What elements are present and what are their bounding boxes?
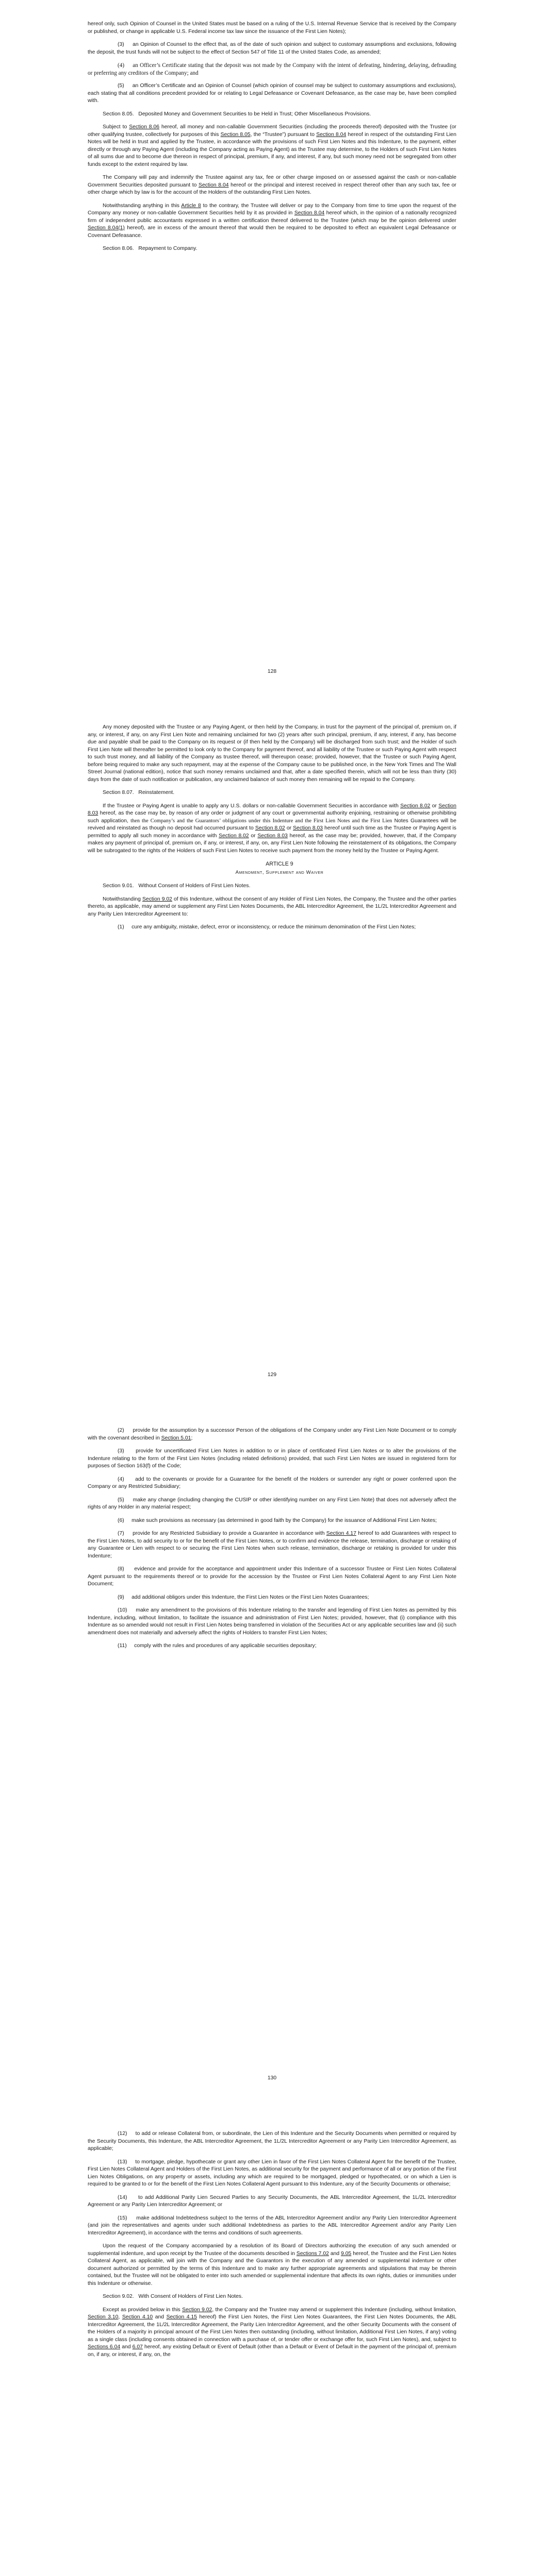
- paragraph: [88, 2130, 456, 2153]
- paragraph: [88, 1607, 456, 1637]
- paragraph: [88, 82, 456, 105]
- page-number: 129: [267, 1372, 277, 1378]
- text-run: ARTICLE 9: [266, 861, 293, 867]
- text-run: Any money deposited with the Trustee or any Paying Agent, or then held by the Company, in trust for the payment of the principal of, premium on, if any, or interest, if any, on any First Lien Note and remaining unclaimed for two (2) years after such principal, premium, if any, interest, if any, has become due and payable shall be paid to the Company on its request or (if then held by the Company) will be discharged from such trust; and the Holder of such First Lien Note will thereafter be permitted to look only to the Company for payment thereof, and all liability of the Trustee or such Paying Agent with respect to such trust money, and all liability of the Company as trustee thereof, will thereupon cease; provided, however, that the Trustee or such Paying Agent, before being required to make any such repayment, may at the expense of the Company cause to be published once, in the New York Times and The Wall Street Journal (national edition), notice that such money remains unclaimed and that, after a date specified therein, which will not be less than thirty (30) days from the date of such notification or publication, any unclaimed balance of such money then remaining will be repaid to the Company.: [88, 724, 456, 783]
- paragraph: [88, 789, 456, 797]
- text-run: (5) make any change (including changing the CUSIP or other identifying number on any First Lien Note) that does not adversely affect the rights of any Holder in any material respect;: [88, 1497, 456, 1510]
- cross-reference: Section 5.01: [161, 1435, 191, 1441]
- paragraph: [88, 202, 456, 240]
- cross-reference: Section 8.03: [257, 833, 288, 839]
- text-run: (5): [118, 83, 133, 89]
- paragraph: [88, 2194, 456, 2209]
- cross-reference: Section 8.04(1): [88, 225, 125, 231]
- article-heading: [88, 869, 456, 877]
- document-page: [0, 2110, 544, 2576]
- text-run: (2) provide for the assumption by a successor Person of the obligations of the Company under any First Lien Note Document or to comply with the covenant described in: [88, 1428, 456, 1441]
- cross-reference: 9.05: [341, 2250, 352, 2257]
- page-number: 130: [267, 2075, 277, 2081]
- paragraph: [88, 21, 456, 36]
- text-run: Section 8.06. Repayment to Company.: [103, 246, 197, 251]
- document-page: [0, 703, 544, 1406]
- cross-reference: Section 8.06: [129, 124, 160, 130]
- text-run: or: [285, 825, 293, 831]
- paragraph: [88, 2215, 456, 2238]
- text-run: (1) cure any ambiguity, mistake, defect, error or inconsistency, or reduce the minimum denomination of the First Lien Notes;: [118, 924, 416, 930]
- text-run: then the Company’s and the Guarantors’ obligations under this Indenture and the First Lien Notes and the First Lien: [130, 818, 392, 824]
- text-run: , the Company and the Trustee may amend or supplement this Indenture (including, without limitation,: [212, 2307, 456, 2313]
- paragraph: [88, 41, 456, 56]
- cross-reference: Section 3.10: [88, 2314, 119, 2320]
- paragraph: [88, 62, 456, 77]
- cross-reference: Section 9.02: [182, 2307, 212, 2313]
- paragraph: [88, 924, 456, 931]
- article-heading: [88, 860, 456, 868]
- text-run: (14) to add Additional Parity Lien Secured Parties to any Security Documents, the ABL Intercreditor Agreement, the 1L/2L Intercreditor Agreement or any Parity Lien Intercreditor Agreement; or: [88, 2194, 456, 2208]
- text-run: (15) make additional Indebtedness subject to the terms of the ABL Intercreditor Agreement and/or any Parity Lien Intercreditor Agreement (and join the representatives and agents under such additional Indebtedness as parties to the ABL Intercreditor Agreement and/or any Parity Lien Intercreditor Agreement), in accordance with the terms and conditions of such agreements.: [88, 2215, 456, 2236]
- text-run: hereof) the First Lien Notes, the First Lien Notes Guarantees, the First Lien Notes Documents, the ABL Intercreditor Agreement, the 1L/2L Intercreditor Agreement, the Parity Lien Intercreditor Agreement, and the other Security Documents with the consent of the Holders of a majority in principal amount of the First Lien Notes then outstanding (including, without limitation, Additional First Lien Notes, if any) voting as a single class (including consents obtained in connection with a purchase of, or tender offer or exchange offer for, such First Lien Notes), and, subject to: [88, 2314, 456, 2343]
- document-page: [0, 1406, 544, 2110]
- text-run: Section 8.05. Deposited Money and Government Securities to be Held in Trust; Other Miscellaneous Provisions.: [103, 111, 371, 117]
- cross-reference: Section 8.04: [199, 182, 229, 188]
- document-page: [0, 0, 544, 703]
- text-run: Amendment, Supplement and Waiver: [235, 869, 324, 875]
- text-run: Except as provided below in this: [103, 2307, 183, 2313]
- paragraph: [88, 1476, 456, 1491]
- text-run: , the “Trustee”) pursuant to: [250, 131, 317, 138]
- paragraph: [88, 245, 456, 253]
- text-run: hereof until such time as the Trustee or Paying Agent is permitted to apply all such money in accordance with: [88, 825, 456, 839]
- paragraph: [88, 896, 456, 919]
- paragraph: [88, 1566, 456, 1588]
- text-run: (6) make such provisions as necessary (as determined in good faith by the Company) for the issuance of Additional First Lien Notes;: [118, 1517, 437, 1523]
- paragraph: [88, 724, 456, 784]
- text-run: Notwithstanding: [103, 896, 142, 902]
- text-run: Notwithstanding anything in this: [103, 202, 182, 209]
- paragraph: [88, 1427, 456, 1442]
- cross-reference: Section 9.02: [142, 896, 172, 902]
- text-run: If the Trustee or Paying Agent is unable to apply any U.S. dollars or non-callable Government Securities in accordance with: [103, 803, 401, 809]
- text-run: and: [120, 2344, 133, 2350]
- cross-reference: Section 4.10: [122, 2314, 153, 2320]
- cross-reference: 6.07: [132, 2344, 143, 2350]
- text-run: ,: [118, 2314, 122, 2320]
- text-run: (10) make any amendment to the provisions of this Indenture relating to the transfer and legending of First Lien Notes as permitted by this Indenture, including, without limitation, to facilitate the issuance and administration of First Lien Notes; provided, however, that (i) compliance with this Indenture as so amended would not result in First Lien Notes being transferred in violation of the Securities Act or any applicable securities law and (ii) such amendment does not materially and adversely affect the rights of Holders to transfer First Lien Notes;: [88, 1607, 456, 1636]
- paragraph: [88, 1594, 456, 1602]
- text-run: and: [328, 2250, 341, 2257]
- text-run: (3) provide for uncertificated First Lien Notes in addition to or in place of certificated First Lien Notes or to alter the provisions of the Indenture relating to the form of the First Lien Notes (including related definitions) provided, that such First Lien Notes are issued in registered form for purposes of Section 163(f) of the Code;: [88, 1448, 456, 1469]
- cross-reference: Section 8.02: [219, 833, 249, 839]
- paragraph: [88, 1517, 456, 1525]
- text-run: Upon the request of the Company accompanied by a resolution of its Board of Directors authorizing the execution of any such amended or supplemental indenture, and upon receipt by the Trustee of the documents described in: [88, 2243, 456, 2257]
- paragraph: [88, 803, 456, 855]
- text-run: to the contrary, the Trustee will deliver or pay to the Company from time to time upon the request of the Company any money or non-callable Government Securities held by it as provided in: [88, 202, 456, 216]
- cross-reference: Sections 7.02: [296, 2250, 329, 2257]
- paragraph: [88, 2293, 456, 2301]
- text-run: hereof, as the case may be; provided, however, that, if the Company makes any payment of principal of, premium on, if any, or interest, if any, on, any First Lien Note following the reinstatement of its obligations, the Company will be subrogated to the rights of the Holders of such First Lien Notes to receive such payment from the money held by the Trustee or Paying Agent.: [88, 833, 456, 854]
- cross-reference: Section 4.15: [166, 2314, 197, 2320]
- text-run: (12) to add or release Collateral from, or subordinate, the Lien of this Indenture and the Security Documents when permitted or required by the Security Documents, this Indenture, the ABL Intercreditor Agreement, the 1L/2L Intercreditor Agreement or any Parity Lien Intercreditor Agreement, as applicable;: [88, 2131, 456, 2151]
- text-run: Section 9.01. Without Consent of Holders of First Lien Notes.: [103, 883, 251, 889]
- cross-reference: Sections 6.04: [88, 2344, 121, 2350]
- text-run: hereof, all money and non-callable Government Securities (including the proceeds thereof) deposited with the Trustee (or other qualifying trustee, collectively for purposes of this: [88, 124, 456, 138]
- paragraph: [88, 174, 456, 197]
- text-run: (4) add to the covenants or provide for a Guarantee for the benefit of the Holders or surrender any right or power conferred upon the Company or any Restricted Subsidiary;: [88, 1476, 456, 1489]
- paragraph: [88, 124, 456, 168]
- text-run: hereof, any existing Default or Event of Default (other than a Default or Event of Default in the payment of the principal of, premium on, if any, or interest, if any, on, the: [88, 2344, 456, 2358]
- text-run: hereof or the principal and interest received in respect thereof other than any such tax, fee or other charge which by law is for the account of the Holders of the outstanding First Lien Notes.: [88, 182, 456, 195]
- cross-reference: Section 8.04: [294, 210, 325, 216]
- text-run: ;: [191, 1435, 193, 1441]
- text-run: of this Indenture, without the consent of any Holder of First Lien Notes, the Company, the Trustee and the other parties thereto, as applicable, may amend or supplement any First Lien Notes Documents, the ABL Intercreditor Agreement, the 1L/2L Intercreditor Agreement and any Parity Lien Intercreditor Agreement to:: [88, 896, 456, 917]
- text-run: or: [430, 803, 439, 809]
- cross-reference: Section 8.02: [255, 825, 285, 831]
- text-run: hereof, the Trustee and the First Lien Notes Collateral Agent, as applicable, will join with the Company and the Guarantors in the execution of any amended or supplemental indenture or other document authorized or permitted by the terms of this Indenture and to make any further appropriate agreements and stipulations that may be therein contained, but the Trustee will not be obligated to enter into such amended or supplemental indenture that affects its own rights, duties or immunities under this Indenture or otherwise.: [88, 2250, 456, 2286]
- text-run: and: [153, 2314, 167, 2320]
- cross-reference: Section 8.03: [293, 825, 323, 831]
- text-run: The Company will pay and indemnify the Trustee against any tax, fee or other charge imposed on or assessed against the cash or non-callable Government Securities deposited pursuant to: [88, 175, 456, 188]
- cross-reference: Section 4.17: [326, 1531, 356, 1536]
- text-run: Notes Guarantees will be revived and reinstated as though no deposit had occurred pursuant to: [88, 818, 456, 831]
- text-run: (9) add additional obligors under this Indenture, the First Lien Notes or the First Lien Notes Guarantees;: [118, 1594, 369, 1600]
- text-run: hereof in respect of the outstanding First Lien Notes will be held in trust and applied by the Trustee, in accordance with the provisions of such First Lien Notes and this Indenture, to the payment, either directly or through any Paying Agent (including the Company acting as Paying Agent) as the Trustee may determine, to the Holders of such First Lien Notes of all sums due and to become due thereon in respect of principal, premium, if any, and interest, if any, but such money need not be segregated from other funds except to the extent required by law.: [88, 131, 456, 167]
- cross-reference: Section 8.02: [400, 803, 431, 809]
- paragraph: [88, 111, 456, 118]
- cross-reference: Section 8.04: [316, 131, 347, 138]
- paragraph: [88, 1530, 456, 1560]
- text-run: (3) an Opinion of Counsel to the effect that, as of the date of such opinion and subject to customary assumptions and exclusions, following the deposit, the trust funds will not be subject to the effect of Section 547 of Title 11 of the United States Code, as amended;: [88, 42, 456, 55]
- paragraph: [88, 883, 456, 890]
- paragraph: [88, 2307, 456, 2359]
- cross-reference: Article 8: [181, 202, 201, 209]
- paragraph: [88, 2159, 456, 2189]
- text-run: Section 9.02. With Consent of Holders of First Lien Notes.: [103, 2294, 243, 2299]
- text-run: or: [249, 833, 258, 839]
- page-number: 128: [267, 669, 277, 674]
- cross-reference: Section 8.05: [220, 131, 251, 138]
- paragraph: [88, 1642, 456, 1650]
- text-run: hereof), are in excess of the amount thereof that would then be required to be deposited to effect an equivalent Legal Defeasance or Covenant Defeasance.: [88, 225, 456, 239]
- text-run: (11) comply with the rules and procedures of any applicable securities depositary;: [118, 1643, 317, 1649]
- text-run: (8) evidence and provide for the acceptance and appointment under this Indenture of a successor Trustee or First Lien Notes Collateral Agent pursuant to the requirements thereof or to provide for the accession by the Trustee or First Lien Notes Collateral Agent to any First Lien Note Document;: [88, 1566, 456, 1587]
- text-run: (13) to mortgage, pledge, hypothecate or grant any other Lien in favor of the First Lien Notes Collateral Agent for the benefit of the Trustee, First Lien Notes Collateral Agent and Holders of the First Lien Notes, as additional security for the payment and performance of all or any portion of the First Lien Notes Obligations, on any property or assets, including any which are required to be mortgaged, pledged or hypothecated, or on which a Lien is required to be granted to or for the benefit of the First Lien Notes Collateral Agent pursuant to this Indenture, any of the Security Documents or otherwise;: [88, 2159, 457, 2187]
- text-run: Subject to: [103, 124, 129, 130]
- text-run: hereof to add Guarantees with respect to the First Lien Notes, to add security to or for the benefit of the First Lien Notes, or to confirm and evidence the release, termination, discharge or retaking of any Guarantee or Lien with respect to or securing the First Lien Notes when such release, termination, discharge or retaking is provided for under this Indenture;: [88, 1531, 456, 1559]
- text-run: hereof which, in the opinion of a nationally recognized firm of independent public accountants expressed in a written certification thereof delivered to the Trustee (which may be the opinion delivered under: [88, 210, 456, 224]
- text-run: an Officer’s Certificate and an Opinion of Counsel (which opinion of counsel may be subject to customary assumptions and exclusions), each stating that all conditions precedent provided for or relating to Legal Defeasance or Covenant Defeasance, as the case may be, have been complied with.: [88, 83, 456, 104]
- paragraph: [88, 1448, 456, 1470]
- cross-reference: Section 8.03: [88, 803, 456, 816]
- text-run: hereof, as the case may be, by reason of any order or judgment of any court or governmental authority enjoining, restraining or otherwise prohibiting such application,: [88, 810, 456, 824]
- text-run: (4) an Officer’s Certificate stating that the deposit was not made by the Company with the intent of defeating, hindering, delaying, defrauding or preferring any creditors of the Company; and: [88, 62, 456, 76]
- text-run: (7) provide for any Restricted Subsidiary to provide a Guarantee in accordance with: [118, 1531, 326, 1536]
- text-run: hereof only, such Opinion of Counsel in the United States must be based on a ruling of the U.S. Internal Revenue Service that is received by the Company or published, or change in applicable U.S. Federal income tax law since the issuance of the First Lien Notes);: [88, 21, 456, 35]
- paragraph: [88, 2243, 456, 2287]
- text-run: Section 8.07. Reinstatement.: [103, 790, 175, 795]
- paragraph: [88, 1497, 456, 1512]
